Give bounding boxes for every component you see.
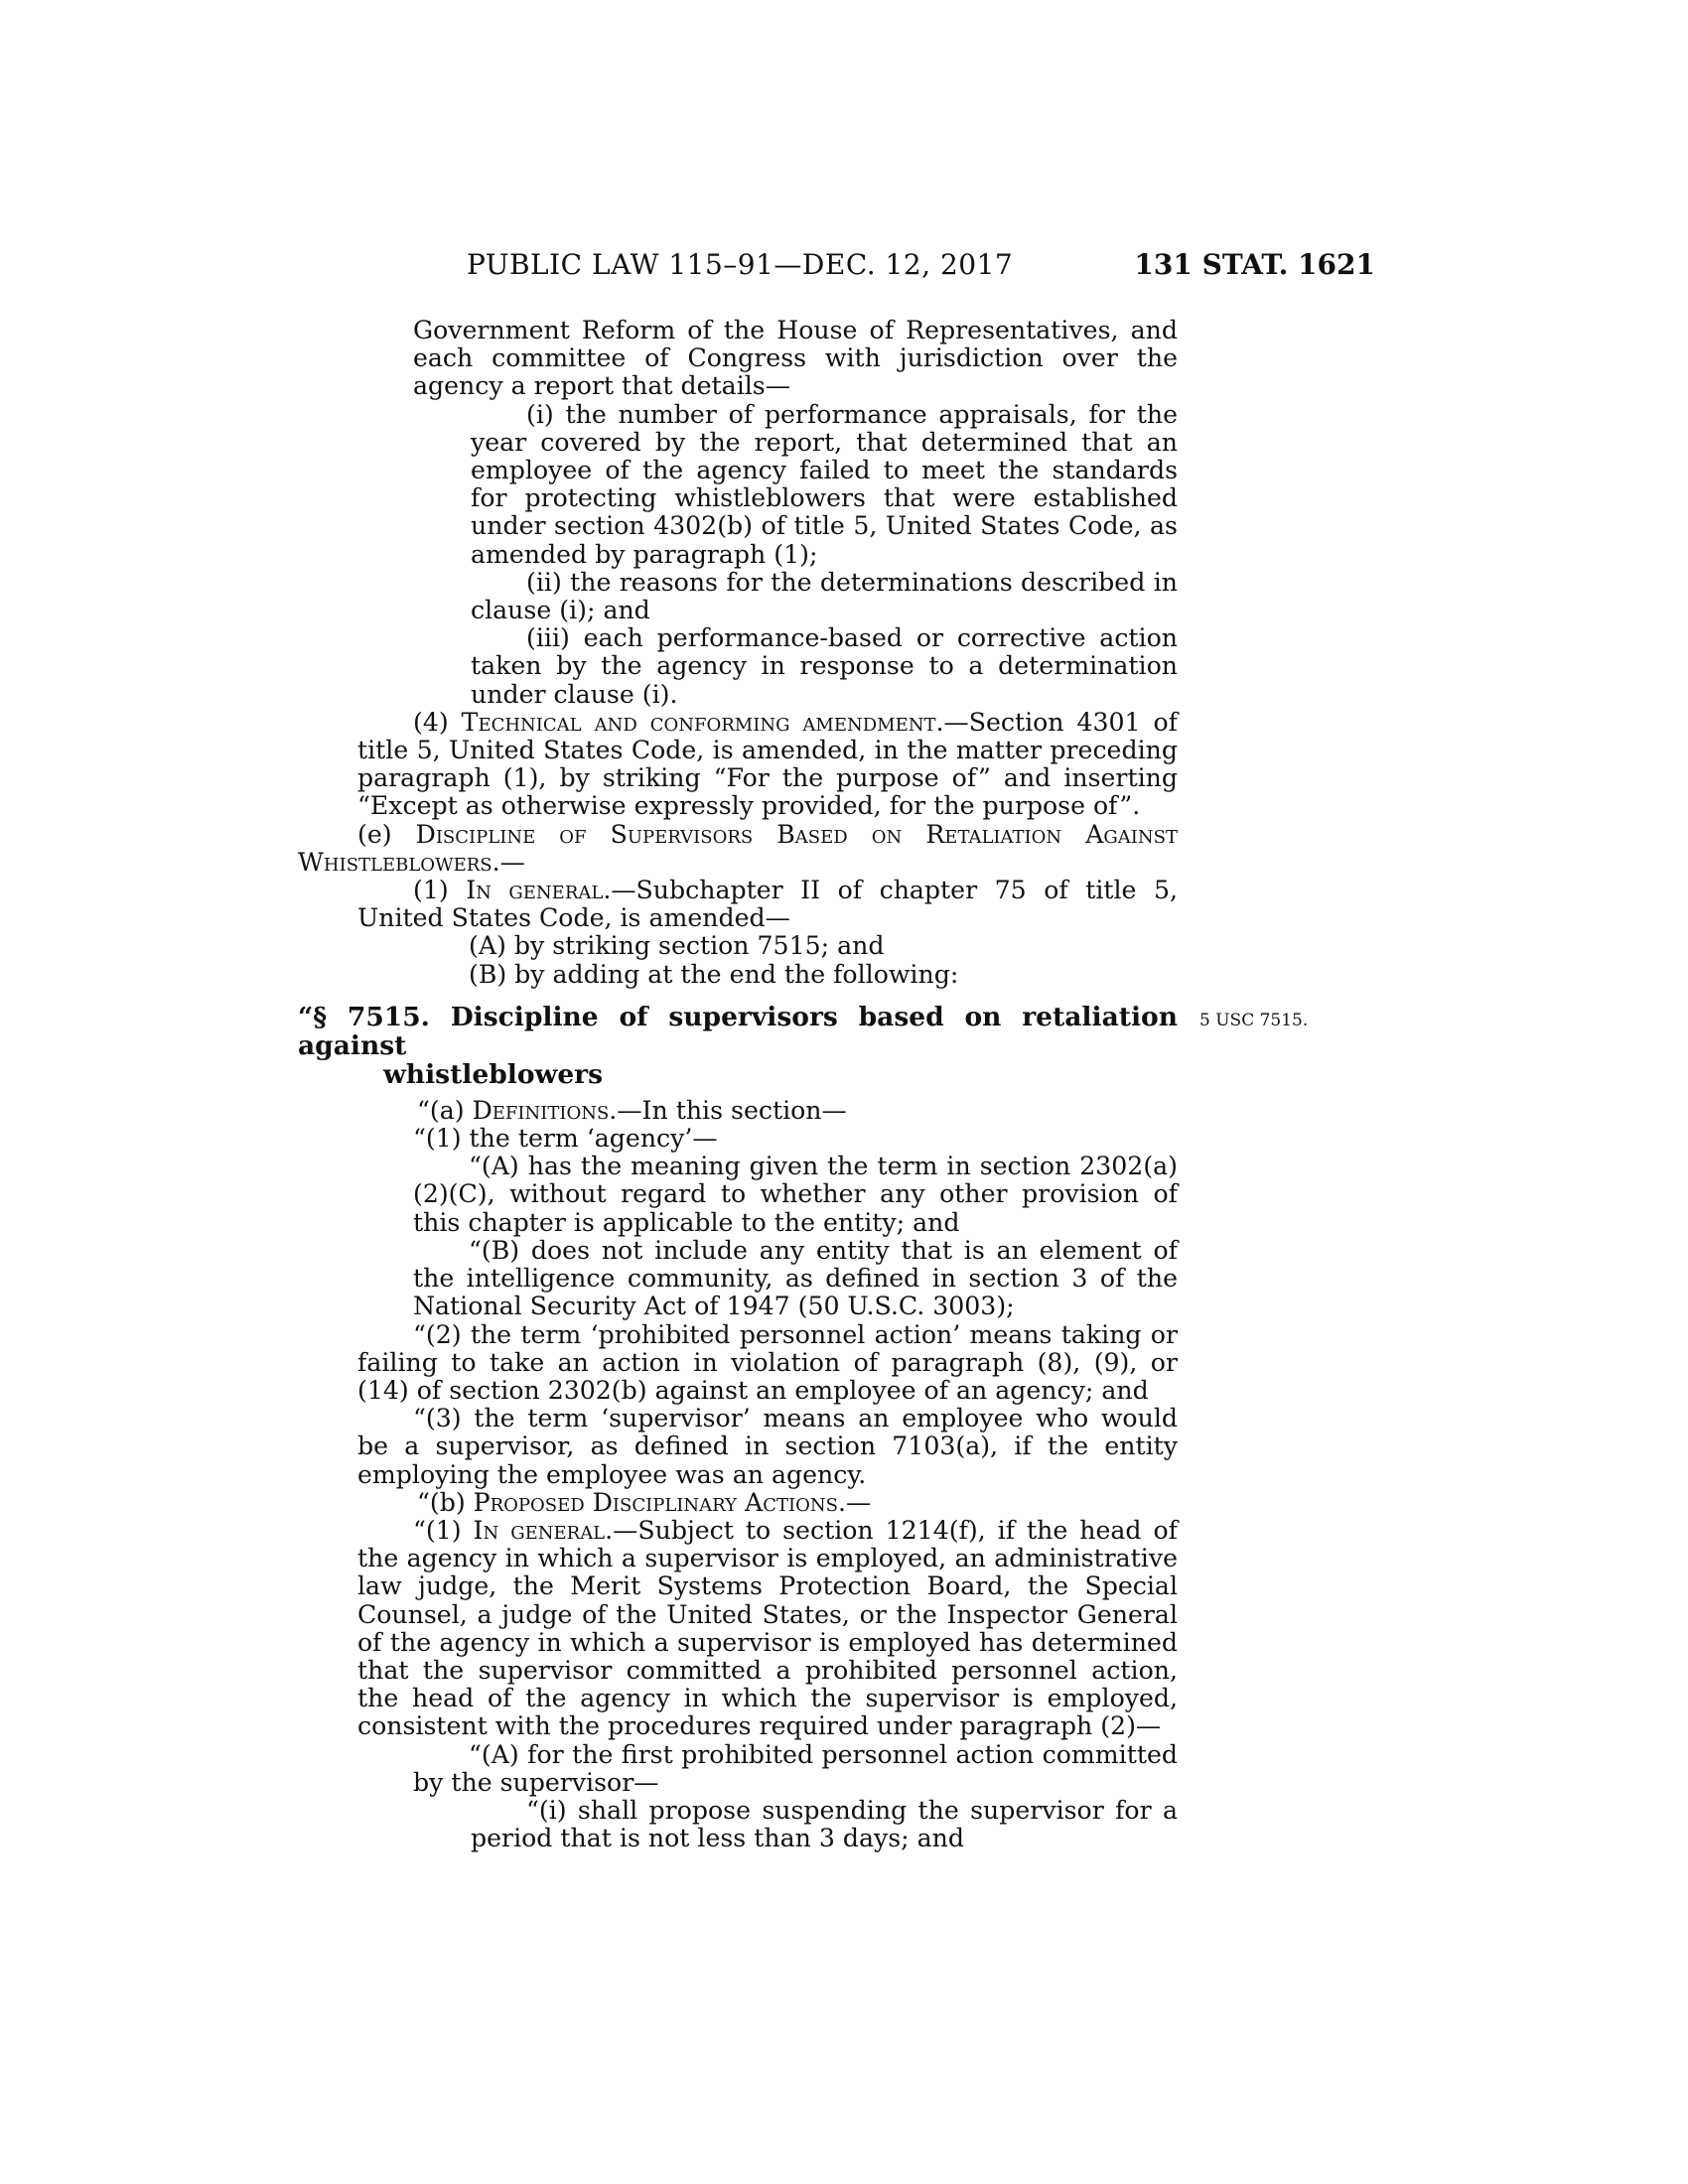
paragraph <box>298 821 1178 877</box>
paragraph-text: “(2) the term ‘prohibited personnel action’ means taking or failing to take an action in violation of paragraph (8), (9), or (14) of section 2302(b) against an employee of an agency; and <box>357 1319 1178 1405</box>
paragraph-text: “(A) has the meaning given the term in section 2302(a)(2)(C), without regard to whether any other provision of this chapter is applicable to the entity; and <box>413 1152 1178 1237</box>
paragraph <box>298 1237 1178 1321</box>
paragraph-prefix: (e) <box>357 819 416 849</box>
paragraph-text: Government Reform of the House of Representatives, and each committee of Congress with jurisdiction over the agency a report that details— <box>413 316 1178 401</box>
paragraph-prefix: (4) <box>413 707 462 737</box>
paragraph-heading: Technical and conforming amendment. <box>461 707 944 737</box>
paragraph-text: — <box>499 847 525 877</box>
paragraph-prefix: “(b) <box>417 1487 474 1517</box>
statute-page-number: 131 STAT. 1621 <box>1134 248 1375 281</box>
paragraph <box>298 1489 1178 1517</box>
paragraph <box>298 1741 1178 1797</box>
paragraph <box>298 932 1178 960</box>
paragraph-text: “(B) does not include any entity that is an element of the intelligence community, as defined in section 3 of the National Security Act of 1947 (50 U.S.C. 3003); <box>413 1235 1178 1321</box>
text-block-2 <box>298 1097 1178 1852</box>
paragraph <box>298 1797 1178 1852</box>
paragraph <box>298 1321 1178 1406</box>
paragraph-heading: In general. <box>473 1515 614 1545</box>
paragraph <box>298 877 1178 932</box>
text-block-1 <box>298 317 1178 989</box>
paragraph <box>298 961 1178 989</box>
paragraph-prefix: “(a) <box>417 1095 473 1125</box>
paragraph-text: — <box>845 1487 872 1517</box>
paragraph-text: (iii) each performance-based or corrective action taken by the agency in response to a determination under clause (i). <box>471 623 1178 709</box>
page-header <box>467 248 1375 292</box>
paragraph <box>298 1097 1178 1125</box>
paragraph-text: —Subject to section 1214(f), if the head of the agency in which a supervisor is employed, an administrative law judge, the Merit Systems Protection Board, the Special Counsel, a judge of the United States, or the Inspector General of the agency in which a supervisor is employed has determined that the supervisor committed a prohibited personnel action, the head of the agency in which the supervisor is employed, consistent with the procedures required under paragraph (2)— <box>357 1515 1179 1741</box>
paragraph <box>298 401 1178 569</box>
running-head-title: PUBLIC LAW 115–91—DEC. 12, 2017 <box>467 248 1014 281</box>
paragraph <box>298 1517 1178 1741</box>
margin-note: 5 USC 7515. <box>1199 1010 1309 1030</box>
paragraph-prefix: “(1) <box>413 1515 474 1545</box>
paragraph-heading: Proposed Disciplinary Actions. <box>473 1487 846 1517</box>
paragraph-text: “(A) for the first prohibited personnel action committed by the supervisor— <box>413 1739 1178 1797</box>
paragraph-text: (i) the number of performance appraisals, for the year covered by the report, that determined that an employee of the agency failed to meet the standards for protecting whistleblowers that were established under section 4302(b) of title 5, United States Code, as amended by paragraph (1); <box>471 399 1178 569</box>
paragraph-text: (A) by striking section 7515; and <box>469 931 885 961</box>
paragraph-text: —In this section— <box>617 1095 847 1125</box>
paragraph-text: (ii) the reasons for the determinations described in clause (i); and <box>471 567 1178 625</box>
paragraph-heading: Discipline of Supervisors Based on Retaliation Against Whistleblowers. <box>298 819 1178 877</box>
section-heading-text: “§ 7515. Discipline of supervisors based on retaliation against <box>298 1001 1178 1061</box>
paragraph-text: —Section 4301 of title 5, United States Code, is amended, in the matter preceding paragraph (1), by striking “For the purpose of” and inserting “Except as otherwise expressly provided, for the purpose of”. <box>357 707 1179 821</box>
paragraph <box>298 1125 1178 1153</box>
paragraph-text: (B) by adding at the end the following: <box>469 959 959 989</box>
paragraph-prefix: (1) <box>413 876 467 905</box>
paragraph-heading: In general. <box>466 876 612 905</box>
paragraph-text: “(1) the term ‘agency’— <box>413 1124 718 1154</box>
paragraph <box>298 1153 1178 1237</box>
paragraph <box>298 624 1178 709</box>
paragraph-text: “(i) shall propose suspending the supervisor for a period that is not less than 3 days; and <box>471 1795 1178 1853</box>
paragraph <box>298 1405 1178 1489</box>
section-heading <box>298 1001 1309 1090</box>
paragraph-text: —Subchapter II of chapter 75 of title 5, United States Code, is amended— <box>357 876 1178 933</box>
paragraph <box>298 317 1178 401</box>
section-heading-line2: whistleblowers <box>383 1058 604 1090</box>
paragraph-heading: Definitions. <box>472 1095 618 1125</box>
paragraph <box>298 709 1178 821</box>
page-body <box>298 316 1309 1853</box>
paragraph-text: “(3) the term ‘supervisor’ means an employee who would be a supervisor, as defined in section 7103(a), if the entity employing the employee was an agency. <box>357 1404 1178 1489</box>
paragraph <box>298 569 1178 624</box>
